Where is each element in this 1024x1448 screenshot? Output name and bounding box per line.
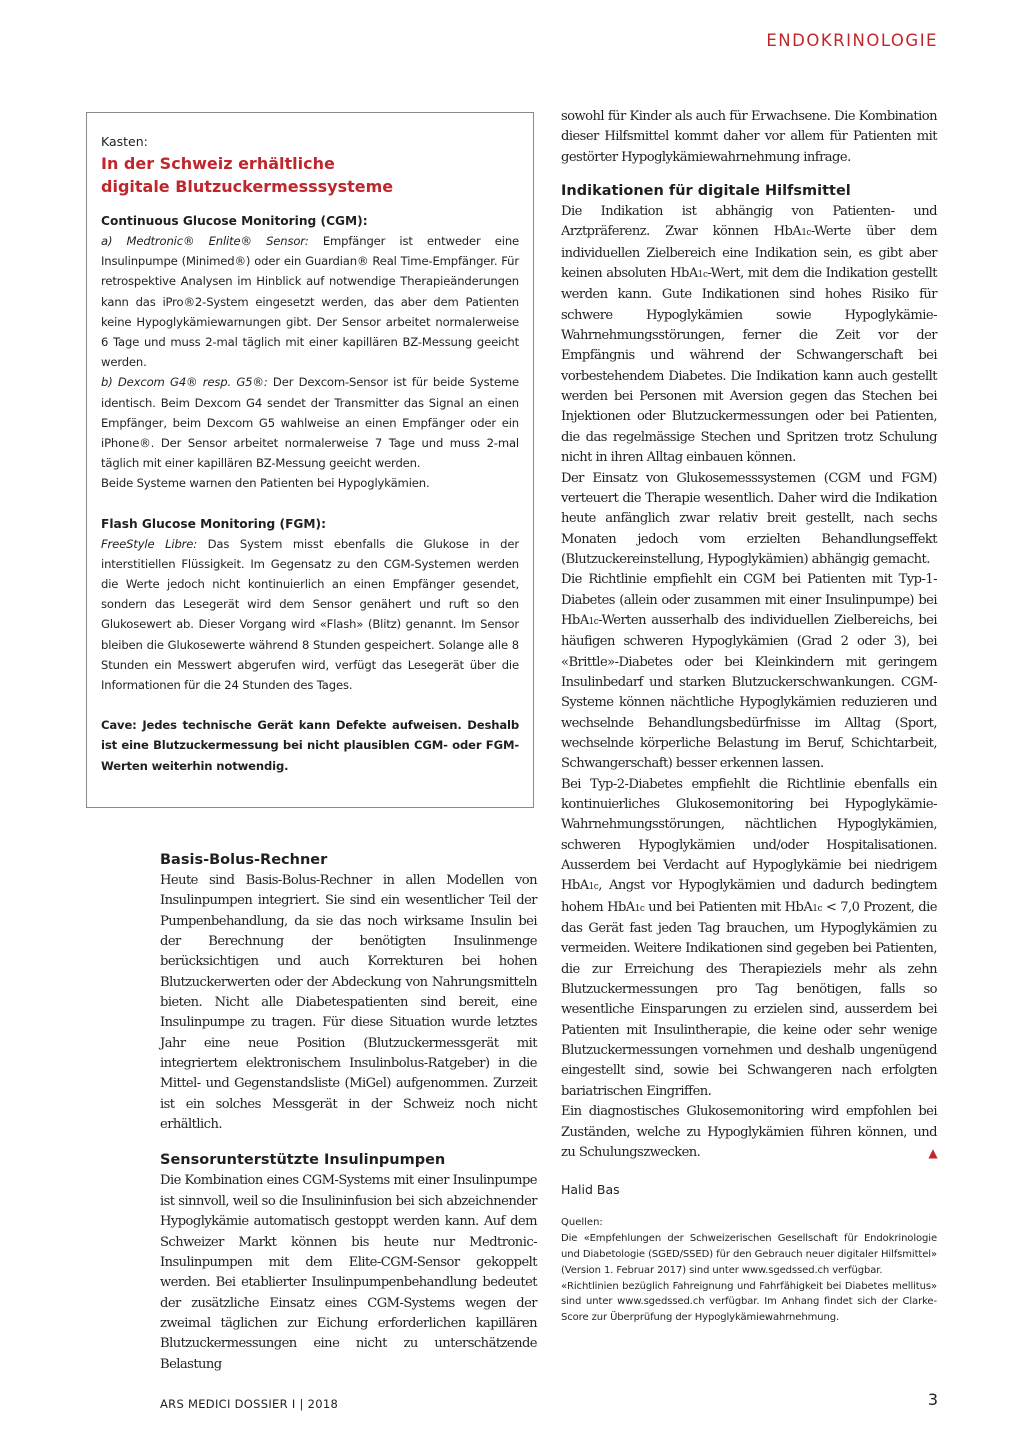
fgm-heading: Flash Glucose Monitoring (FGM):: [101, 516, 326, 531]
cave-note: Cave: Jedes technische Gerät kann Defekte aufweisen. Deshalb ist eine Blutzuckermessung bei nicht plausiblen CGM- oder FGM-Werten weiterhin notwendig.: [101, 718, 519, 773]
box-title: [101, 152, 519, 198]
right-column: [561, 107, 937, 1326]
info-box: [86, 112, 534, 808]
paragraph-costs: Der Einsatz von Glukosemesssystemen (CGM und FGM) verteuert die Therapie wesentlich. Daher wird die Indikation heute anfänglich zwar relativ breit gestellt, nach sechs Monaten jedoch vom erzielten Behandlungseffekt (Blutzuckereinstellung, Hypoglykämien) abhängig gemacht.: [561, 470, 937, 567]
heading-basis-bolus: Basis-Bolus-Rechner: [160, 852, 328, 868]
fgm-paragraph: [101, 534, 519, 696]
cgm-heading: Continuous Glucose Monitoring (CGM):: [101, 214, 368, 228]
cgm-medtronic-paragraph: [101, 231, 519, 372]
source-1: Die «Empfehlungen der Schweizerischen Gesellschaft für Endokrinologie und Diabetologie (SGED/SSED) für den Gebrauch neuer digitaler Hilfsmittel» (Version 1. Februar 2017) sind unter www.sgedssed.ch verfügbar.: [561, 1233, 937, 1276]
box-label: Kasten:: [101, 134, 148, 149]
paragraph-indications: Die Indikation ist abhängig von Patienten- und Arztpräferenz. Zwar können HbA1c-Werte über dem individuellen Zielbereich eine Indikation sein, es gibt aber keinen absoluten HbA1c-Wert, mit dem die Indikation gestellt werden kann. Gute Indikationen sind hohes Risiko für schwere Hypoglykämien sowie Hypoglykämie-Wahrnehmungsstörungen, ferner die Zeit vor der Empfängnis und während der Schwangerschaft bei vorbestehendem Diabetes. Die Indikation kann auch gestellt werden bei Personen mit Aversion gegen das Stechen bei Injektionen oder Blutzuckermessungen oder bei Patienten, die das regelmässige Stechen und Spritzen trotz Schulung nicht in ihren Alltag einbauen können.: [561, 204, 937, 466]
paragraph-continued: sowohl für Kinder als auch für Erwachsene. Die Kombination dieser Hilfsmittel kommt daher vor allem für Patienten mit gestörter Hypoglykämiewahrnehmung infrage.: [561, 109, 937, 165]
paragraph-sensor-pumps: Die Kombination eines CGM-Systems mit einer Insulinpumpe ist sinnvoll, weil so die Insulininfusion bei sich abzeichnender Hypoglykämie automatisch gestoppt werden kann. Auf dem Schweizer Markt können bis heute nur Medtronic-Insulinpumpen mit dem Elite-CGM-Sensor gekoppelt werden. Bei etablierter Insulinpumpenbehandlung bedeutet der zusätzliche Einsatz eines CGM-Systems wegen der zweimal täglichen zur Eichung erforderlichen kapillären Blutzuckermessungen eine nicht zu unterschätzende Belastung: [160, 1173, 537, 1372]
heading-sensor-pumps: Sensorunterstützte Insulinpumpen: [160, 1152, 446, 1169]
journal-footer: ARS MEDICI DOSSIER I | 2018: [160, 1397, 339, 1411]
freestyle-name: FreeStyle Libre:: [101, 536, 198, 551]
page-number: 3: [927, 1390, 938, 1409]
medtronic-text: Empfänger ist entweder eine Insulinpumpe (Minimed®) oder ein Guardian® Real Time-Empfänger. Für retrospektive Analysen im Hinblick auf notwendige Therapieänderungen kann das iPro®2-System eingesetzt werden, das aber dem Patienten keine Hypoglykämiewarnungen gibt. Der Sensor arbeitet normalerweise 6 Tage und muss 2-mal täglich mit einer kapillären BZ-Messung geeicht werden.: [101, 234, 520, 370]
box-title-line-2: digitale Blutzuckermesssysteme: [101, 177, 394, 196]
author: Halid Bas: [561, 1182, 620, 1198]
sources-label: Quellen:: [561, 1217, 603, 1229]
section-label: ENDOKRINOLOGIE: [766, 31, 938, 50]
dexcom-name: b) Dexcom G4® resp. G5®:: [101, 375, 268, 390]
paragraph-diagnostic: Ein diagnostisches Glukosemonitoring wird empfohlen bei Zuständen, welche zu Hypoglykämien führen können, und zu Schulungszwecken. ▲: [561, 1102, 937, 1163]
heading-indications: Indikationen für digitale Hilfsmittel: [561, 183, 851, 200]
dexcom-text: Der Dexcom-Sensor ist für beide Systeme identisch. Beim Dexcom G4 sendet der Transmitter das Signal an einen Empfänger, beim Dexcom G5 wahlweise an einen Empfänger oder ein iPhone®. Der Sensor arbeitet normalerweise 7 Tage und muss 2-mal täglich mit einer kapillären BZ-Messung geeicht werden.: [101, 375, 519, 471]
medtronic-name: a) Medtronic® Enlite® Sensor:: [101, 234, 309, 248]
source-2: «Richtlinien bezüglich Fahreignung und Fahrfähigkeit bei Diabetes mellitus» sind unter www.sgedssed.ch verfügbar. Im Anhang findet sich der Clarke-Score zur Überprüfung der Hypoglykämiewahrnehmung.: [561, 1280, 937, 1324]
left-column: [160, 849, 537, 1375]
paragraph-type2: Bei Typ-2-Diabetes empfiehlt die Richtlinie ebenfalls ein kontinuierliches Glukosemonitoring bei Hypoglykämie-Wahrnehmungsstörungen, nächtlichen Hypoglykämien, schweren Hypoglykämien und/oder Hospitalisationen. Ausserdem bei Verdacht auf Hypoglykämie bei niedrigem HbA1c, Angst vor Hypoglykämien und dadurch bedingtem hohem HbA1c und bei Patienten mit HbA1c < 7,0 Prozent, die das Gerät fast jeden Tag brauchen, um Hypoglykämien zu vermeiden. Weitere Indikationen sind gegeben bei Patienten, die zur Erreichung des Therapieziels mehr als zehn Blutzuckermessungen pro Tag benötigen, falls so wesentliche Einsparungen zu erzielen sind, ausserdem bei Patienten mit Insulintherapie, die keine oder sehr wenige Blutzuckermessungen vornehmen und deshalb ungenügend eingestellt sind, sowie bei Schwangeren nach erfolgten bariatrischen Eingriffen.: [561, 776, 937, 1099]
freestyle-text: Das System misst ebenfalls die Glukose in der interstitiellen Flüssigkeit. Im Gegensatz zu den CGM-Systemen werden die Werte jedoch nicht kontinuierlich an einen Empfänger gesendet, sondern das Lesegerät wird dem Sensor genähert und ruft so den Glukosewert ab. Dieser Vorgang wird «Flash» (Blitz) genannt. Im Sensor bleiben die Glukosewerte während 8 Stunden gespeichert. Solange alle 8 Stunden ein Messwert abgerufen wird, verfügt das Lesegerät über die Informationen für die 24 Stunden des Tages.: [101, 536, 519, 693]
cgm-warning-note: Beide Systeme warnen den Patienten bei Hypoglykämien.: [101, 476, 430, 491]
paragraph-type1: Die Richtlinie empfiehlt ein CGM bei Patienten mit Typ-1-Diabetes (allein oder zusammen mit einer Insulinpumpe) bei HbA1c-Werten ausserhalb des individuellen Zielbereichs, bei häufigen schweren Hypoglykämien (Grad 2 oder 3), bei «Brittle»-Diabetes oder bei Kleinkindern mit geringem Insulinbedarf und starken Blutzuckerschwankungen. CGM-Systeme können nächtliche Hypoglykämien reduzieren und wechselnde Behandlungsbedürfnisse im Alltag (Sport, wechselnde körperliche Belastung im Beruf, Schichtarbeit, Schwangerschaft) besser erkennen lassen.: [561, 572, 937, 772]
end-triangle-icon: ▲: [928, 1145, 937, 1160]
cgm-dexcom-paragraph: [101, 372, 519, 473]
box-title-line-1: In der Schweiz erhältliche: [101, 154, 335, 173]
paragraph-basis-bolus: Heute sind Basis-Bolus-Rechner in allen Modellen von Insulinpumpen integriert. Sie sind ein wesentlicher Teil der Pumpenbehandlung, da sie das noch wirksame Insulin bei der Berechnung der benötigten Insulinmenge berücksichtigen und auch Korrekturen bei hohen Blutzuckerwerten oder der Abdeckung von Nahrungsmitteln bieten. Nicht alle Diabetespatienten sind bereit, eine Insulinpumpe zu tragen. Für diese Situation wurde letztes Jahr eine neue Position (Blutzuckermessgerät mit integriertem elektronischem Insulinbolus-Ratgeber) in die Mittel- und Gegenstandsliste (MiGel) aufgenommen. Zurzeit ist ein solches Messgerät in der Schweiz noch nicht erhältlich.: [160, 873, 537, 1133]
